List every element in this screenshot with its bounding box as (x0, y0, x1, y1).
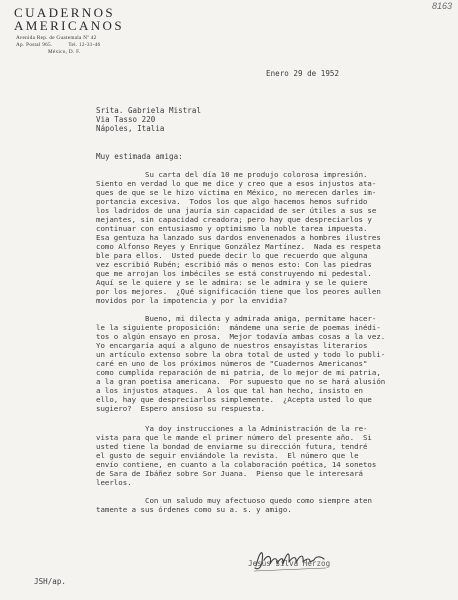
paragraph-line: sugiero? Espero ansioso su respuesta. (96, 404, 266, 413)
paragraph-line: Yo encargaría aquí a alguno de nuestros ensayistas literarios (96, 341, 368, 350)
signature-name: Jesús Silva Herzog (248, 559, 331, 568)
letterhead-line-1: CUADERNOS (14, 5, 116, 20)
paragraph-line: portancia excesiva. Todos los que algo hacemos hemos sufrido (96, 197, 368, 206)
paragraph-line: Su carta del día 10 me produjo colorosa impresión. (145, 170, 368, 179)
letterhead-city: México, D. F. (48, 49, 81, 55)
paragraph-line: vista para que le mande el primer número del presente año. Si (96, 433, 372, 442)
paragraph-line: movidos por la impotencia y por la envidia? (96, 296, 288, 305)
paragraph-line: leerlos. (96, 478, 132, 487)
paragraph-line: Aquí se le quiere y se le admira: se le admira y se le quiere (96, 278, 368, 287)
letterhead-title (14, 6, 124, 32)
paragraph-line: que me arrojan los imbéciles se está construyendo mi pedestal. (96, 269, 372, 278)
paragraph-line: mejantes, sin capacidad creadora; pero hay que despreciarlos y (96, 215, 372, 224)
paragraph-line: vez escribió Rubén; escribió más o menos esto: Con las piedras (96, 260, 372, 269)
paragraph-line: tos o algún ensayo en prosa. Mejor todavía ambas cosas a la vez. (96, 332, 386, 341)
paragraph-line: ques de que se le hizo víctima en México, no merecen darles im- (96, 188, 377, 197)
paragraph-line: como cumplida reparación de mi patria, de lo mejor de mi patria, (96, 368, 381, 377)
paragraph-line: de Sara de Ibáñez sobre Sor Juana. Pienso que le interesará (96, 469, 363, 478)
paragraph-line: a los injustos ataques. A los que tal han hecho, insisto en (96, 386, 363, 395)
paragraph-line: a la gran poetisa americana. Por supuesto que no se hará alusión (96, 377, 386, 386)
paragraph-line: ble para ellos. Usted puede decir lo que recuerdo que alguna (96, 251, 368, 260)
paragraph-line: usted tiene la bondad de enviarme su dirección futura, tendré (96, 442, 368, 451)
paragraph-line: por los mejores. ¿Qué significación tiene que los peores aullen (96, 287, 381, 296)
paragraph-line: un artículo extenso sobre la obra total de usted y todo lo publi- (96, 350, 386, 359)
letter-date: Enero 29 de 1952 (266, 69, 340, 78)
recipient-name: Srita. Gabriela Mistral (96, 106, 202, 115)
letterhead-phone: Tel. 12-31-46 (68, 42, 101, 48)
archive-number: 8163 (431, 1, 452, 11)
typist-initials: JSH/ap. (34, 577, 66, 586)
paragraph-line: como Alfonso Reyes y Enrique González Martínez. Nada es respeta (96, 242, 381, 251)
paragraph-line: tamente a sus órdenes como su a. s. y amigo. (96, 505, 292, 514)
paragraph-line: Con un saludo muy afectuoso quedo como siempre aten (145, 496, 372, 505)
paragraph-line: ello, hay que despreciarlos simplemente. ¿Acepta usted lo que (96, 395, 372, 404)
letterhead-address: Avenida Rep. de Guatemala Nº 42 (16, 35, 97, 41)
paragraph-line: los ladridos de una jauría sin capacidad de ser útiles a sus se (96, 206, 377, 215)
paragraph-line: Siento en verdad lo que me dice y creo que a esos injustos ata- (96, 179, 377, 188)
letterhead-postal-box: Ap. Postal 965. (16, 42, 53, 48)
paragraph-line: continuar con entusiasmo y optimismo la noble tarea impuesta. (96, 224, 368, 233)
salutation: Muy estimada amiga: (96, 152, 183, 161)
paragraph-line: envío contiene, en cuanto a la colaboración poética, 14 sonetos (96, 460, 377, 469)
recipient-city: Nápoles, Italia (96, 124, 165, 133)
recipient-street: Via Tasso 220 (96, 115, 156, 124)
letterhead-postal (16, 42, 100, 48)
paragraph-line: caré en uno de los próximos números de "Cuadernos Americanos" (96, 359, 368, 368)
paragraph-line: Bueno, mi dilecta y admirada amiga, permítame hacer- (145, 314, 377, 323)
paragraph-line: le la siguiente proposición: mándeme una serie de poemas inédi- (96, 323, 381, 332)
paragraph-line: Esa gentuza ha lanzado sus dardos envenenados a hombres ilustres (96, 233, 381, 242)
paragraph-line: el gusto de seguir enviándole la revista. El número que le (96, 451, 359, 460)
paragraph-line: Ya doy instrucciones a la Administración de la re- (145, 424, 368, 433)
letterhead-line-2: AMERICANOS (14, 18, 124, 33)
